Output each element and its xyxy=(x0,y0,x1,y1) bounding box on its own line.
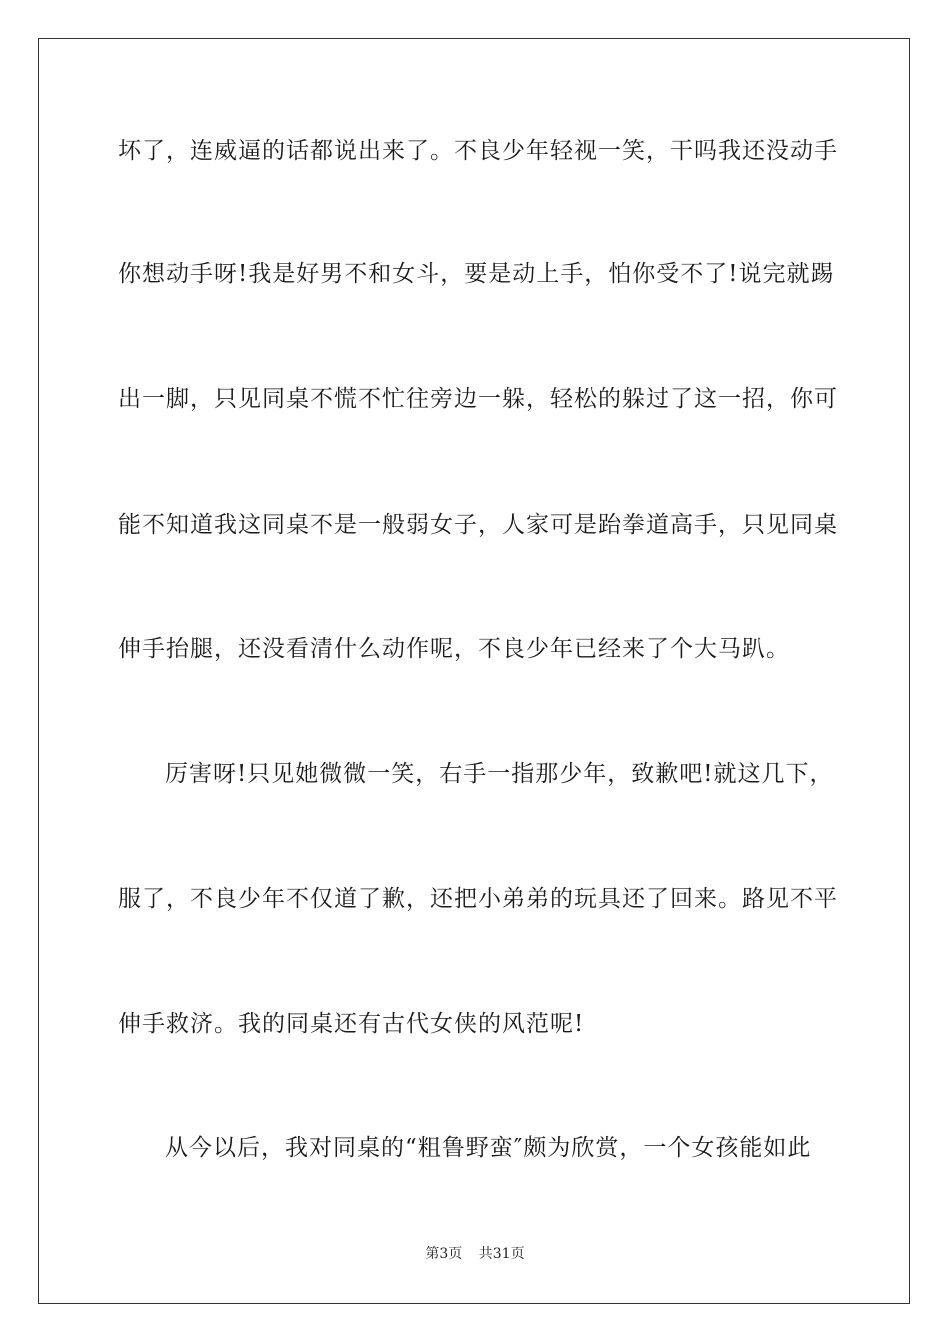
page-border xyxy=(38,38,910,1304)
text-line-1: 坏了，连威逼的话都说出来了。不良少年轻视一笑，干吗我还没动手 xyxy=(118,138,838,164)
text-line-3: 出一脚，只见同桌不慌不忙往旁边一躲，轻松的躲过了这一招，你可 xyxy=(118,386,838,412)
text-line-9: 从今以后，我对同桌的“粗鲁野蛮″颇为欣赏，一个女孩能如此 xyxy=(165,1135,812,1161)
text-line-8: 伸手救济。我的同桌还有古代女侠的风范呢! xyxy=(118,1011,585,1037)
page-total: 共31页 xyxy=(478,1246,525,1262)
text-line-7: 服了，不良少年不仅道了歉，还把小弟弟的玩具还了回来。路见不平 xyxy=(118,886,838,912)
text-line-6: 厉害呀!只见她微微一笑，右手一指那少年，致歉吧!就这几下， xyxy=(165,761,834,787)
page-footer xyxy=(0,1243,950,1263)
text-line-4: 能不知道我这同桌不是一般弱女子，人家可是跆拳道高手，只见同桌 xyxy=(118,512,838,538)
page-number: 第3页 xyxy=(425,1246,463,1262)
text-line-5: 伸手抬腿，还没看清什么动作呢，不良少年已经来了个大马趴。 xyxy=(118,636,790,662)
text-line-2: 你想动手呀!我是好男不和女斗，要是动上手，怕你受不了!说完就踢 xyxy=(118,261,835,287)
